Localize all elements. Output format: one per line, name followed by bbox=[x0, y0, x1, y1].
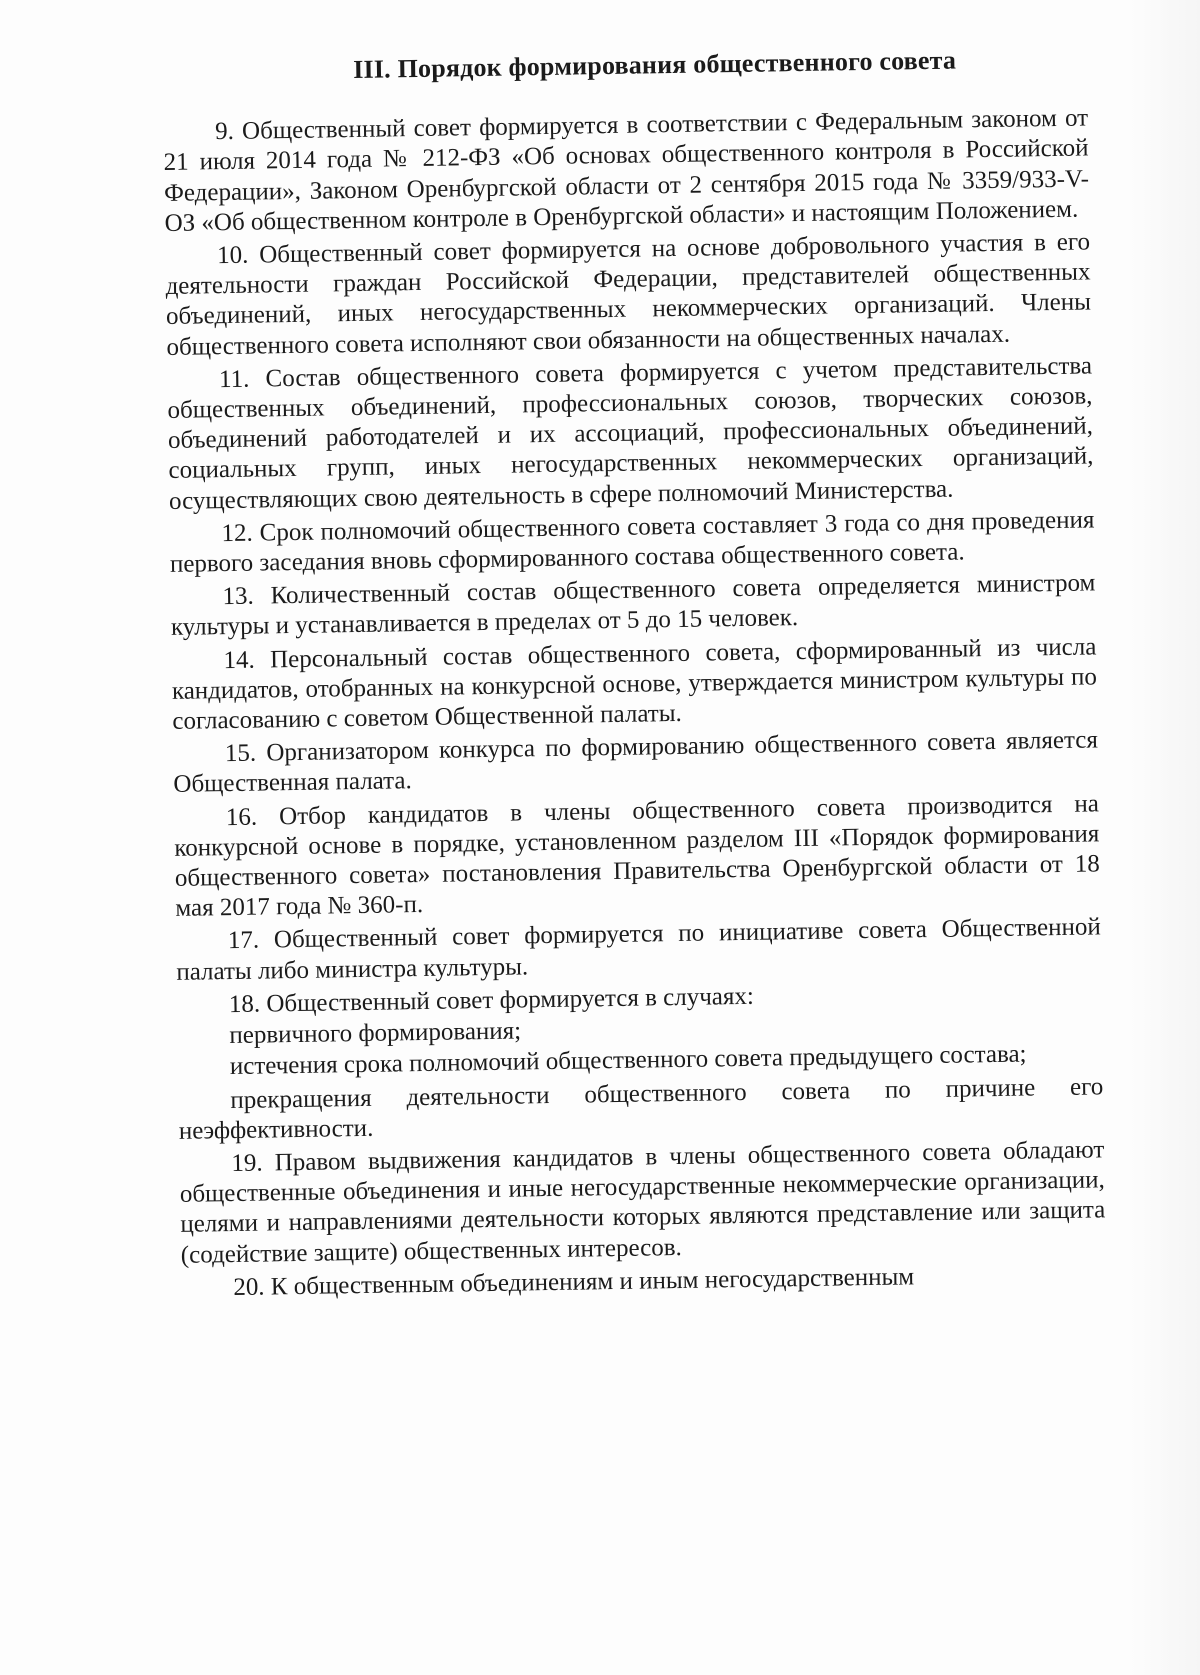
paragraph-19: 19. Правом выдвижения кандидатов в члены общественного совета обладают общественные объединения и иные негосударственные некоммерческие организации, целями и направлениями деятельности которых являются представление или защита (содействие защите) общественных интересов. bbox=[179, 1136, 1106, 1269]
list-item-primary-formation: первичного формирования; bbox=[229, 1017, 522, 1050]
paragraph-15: 15. Организатором конкурса по формированию общественного совета является Общественная палата. bbox=[173, 726, 1099, 799]
paragraph-10: 10. Общественный совет формируется на основе добровольного участия в его деятельности граждан Российской Федерации, представителей общественных объединений, иных негосударственных некоммерческих организаций. Члены общественного совета исполняют свои обязанности на общественных началах. bbox=[165, 228, 1092, 361]
paragraph-9: 9. Общественный совет формируется в соответствии с Федеральным законом от 21 июля 2014 года № 212-ФЗ «Об основах общественного контроля в Российской Федерации», Законом Оренбургской области от 2 сентября 2015 года № 3359/933-V-ОЗ «Об общественном контроле в Оренбургской области» и настоящим Положением. bbox=[163, 104, 1090, 237]
list-item-term-expiry: истечения срока полномочий общественного совета предыдущего состава; bbox=[229, 1040, 1027, 1081]
document-body bbox=[162, 43, 1107, 1306]
paragraph-14: 14. Персональный состав общественного совета, сформированный из числа кандидатов, отобранных на конкурсной основе, утверждается министром культуры по согласованию с советом Общественной палаты. bbox=[171, 633, 1098, 735]
paragraph-13: 13. Количественный состав общественного совета определяется министром культуры и устанавливается в пределах от 5 до 15 человек. bbox=[170, 569, 1096, 642]
paragraph-12: 12. Срок полномочий общественного совета составляет 3 года со дня проведения первого заседания вновь сформированного состава общественного совета. bbox=[169, 506, 1095, 578]
scan-edge-shadow bbox=[1130, 0, 1200, 1675]
paragraph-16: 16. Отбор кандидатов в члены общественного совета производится на конкурсной основе в порядке, установленном разделом III «Порядок формирования общественного совета» постановления Правительства Оренбургской области от 18 мая 2017 года № 360-п. bbox=[174, 790, 1100, 923]
section-title: III. Порядок формирования общественного совета bbox=[352, 45, 957, 84]
paragraph-17: 17. Общественный совет формируется по инициативе совета Общественной палаты либо министра культуры. bbox=[176, 913, 1101, 986]
paragraph-11: 11. Состав общественного совета формируется с учетом представительства общественных объединений, профессиональных союзов, творческих союзов, объединений работодателей и их ассоциаций, профессиональных объединений, социальных групп, иных негосударственных некоммерческих организаций, осуществляющих свою деятельность в сфере полномочий Министерства. bbox=[167, 352, 1094, 515]
list-item-termination: прекращения деятельности общественного совета по причине его неэффективности. bbox=[178, 1072, 1104, 1145]
paragraph-20: 20. К общественным объединениям и иным негосударственным bbox=[233, 1263, 915, 1301]
paragraph-18: 18. Общественный совет формируется в случаях: bbox=[228, 982, 755, 1018]
